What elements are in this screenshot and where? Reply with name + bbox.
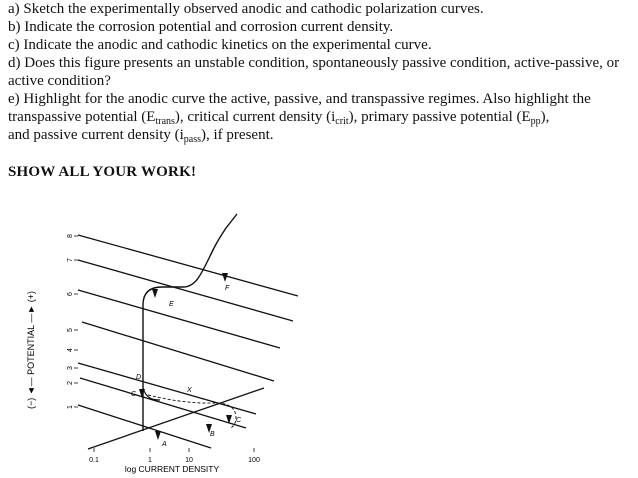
- cathodic-lines: [78, 235, 298, 448]
- arrow-marker: [152, 289, 158, 298]
- arrow-marker: [155, 431, 161, 440]
- instruction: SHOW ALL YOUR WORK!: [8, 164, 197, 180]
- x-axis-label: log CURRENT DENSITY: [124, 464, 220, 474]
- y-tick: 3: [67, 366, 74, 370]
- x-tick: 0.1: [89, 457, 99, 464]
- y-tick: 5: [67, 328, 74, 332]
- y-tick: 8: [67, 234, 74, 238]
- label-C: C: [236, 417, 242, 424]
- question-a: a) Sketch the experimentally observed anodic and cathodic polarization curves.: [8, 1, 484, 17]
- label-X: X: [187, 387, 192, 394]
- question-d: d) Does this figure presents an unstable condition, spontaneously passive condition, active-passive, or active condition?: [8, 55, 620, 89]
- x-tick: 1: [148, 457, 152, 464]
- label-B: B: [210, 431, 215, 438]
- y-tick-marks: [74, 236, 78, 407]
- label-C2: C: [131, 391, 137, 398]
- question-c: c) Indicate the anodic and cathodic kinetics on the experimental curve.: [8, 37, 432, 53]
- label-D: D: [136, 374, 142, 381]
- y-axis-label: (−) ◄— POTENTIAL —► (+): [26, 291, 36, 409]
- label-F: F: [225, 285, 230, 292]
- arrow-marker: [222, 273, 228, 282]
- y-tick: 6: [67, 292, 74, 296]
- question-e: e) Highlight for the anodic curve the active, passive, and transpassive regimes. Also highlight the transpassive potential $(E_{trans})$, critical current density $(i_{crit})$, primary passive potential $(E_{pp})$, and passive current density $(i_{pass})$, if present.: [8, 91, 591, 145]
- y-tick: 1: [67, 405, 74, 409]
- y-tick: 4: [67, 348, 74, 352]
- cathodic-line: [78, 290, 280, 348]
- label-E: E: [169, 301, 174, 308]
- x-tick: 100: [248, 457, 260, 464]
- question-b: b) Indicate the corrosion potential and corrosion current density.: [8, 19, 394, 35]
- x-tick-marks: [94, 448, 254, 452]
- transpassive-curve: [214, 214, 237, 248]
- y-tick: 7: [67, 258, 74, 262]
- y-tick: 2: [67, 381, 74, 385]
- label-A: A: [162, 441, 167, 448]
- x-tick: 10: [185, 457, 193, 464]
- active-passive-curve: [143, 248, 214, 431]
- cathodic-line: [78, 260, 293, 321]
